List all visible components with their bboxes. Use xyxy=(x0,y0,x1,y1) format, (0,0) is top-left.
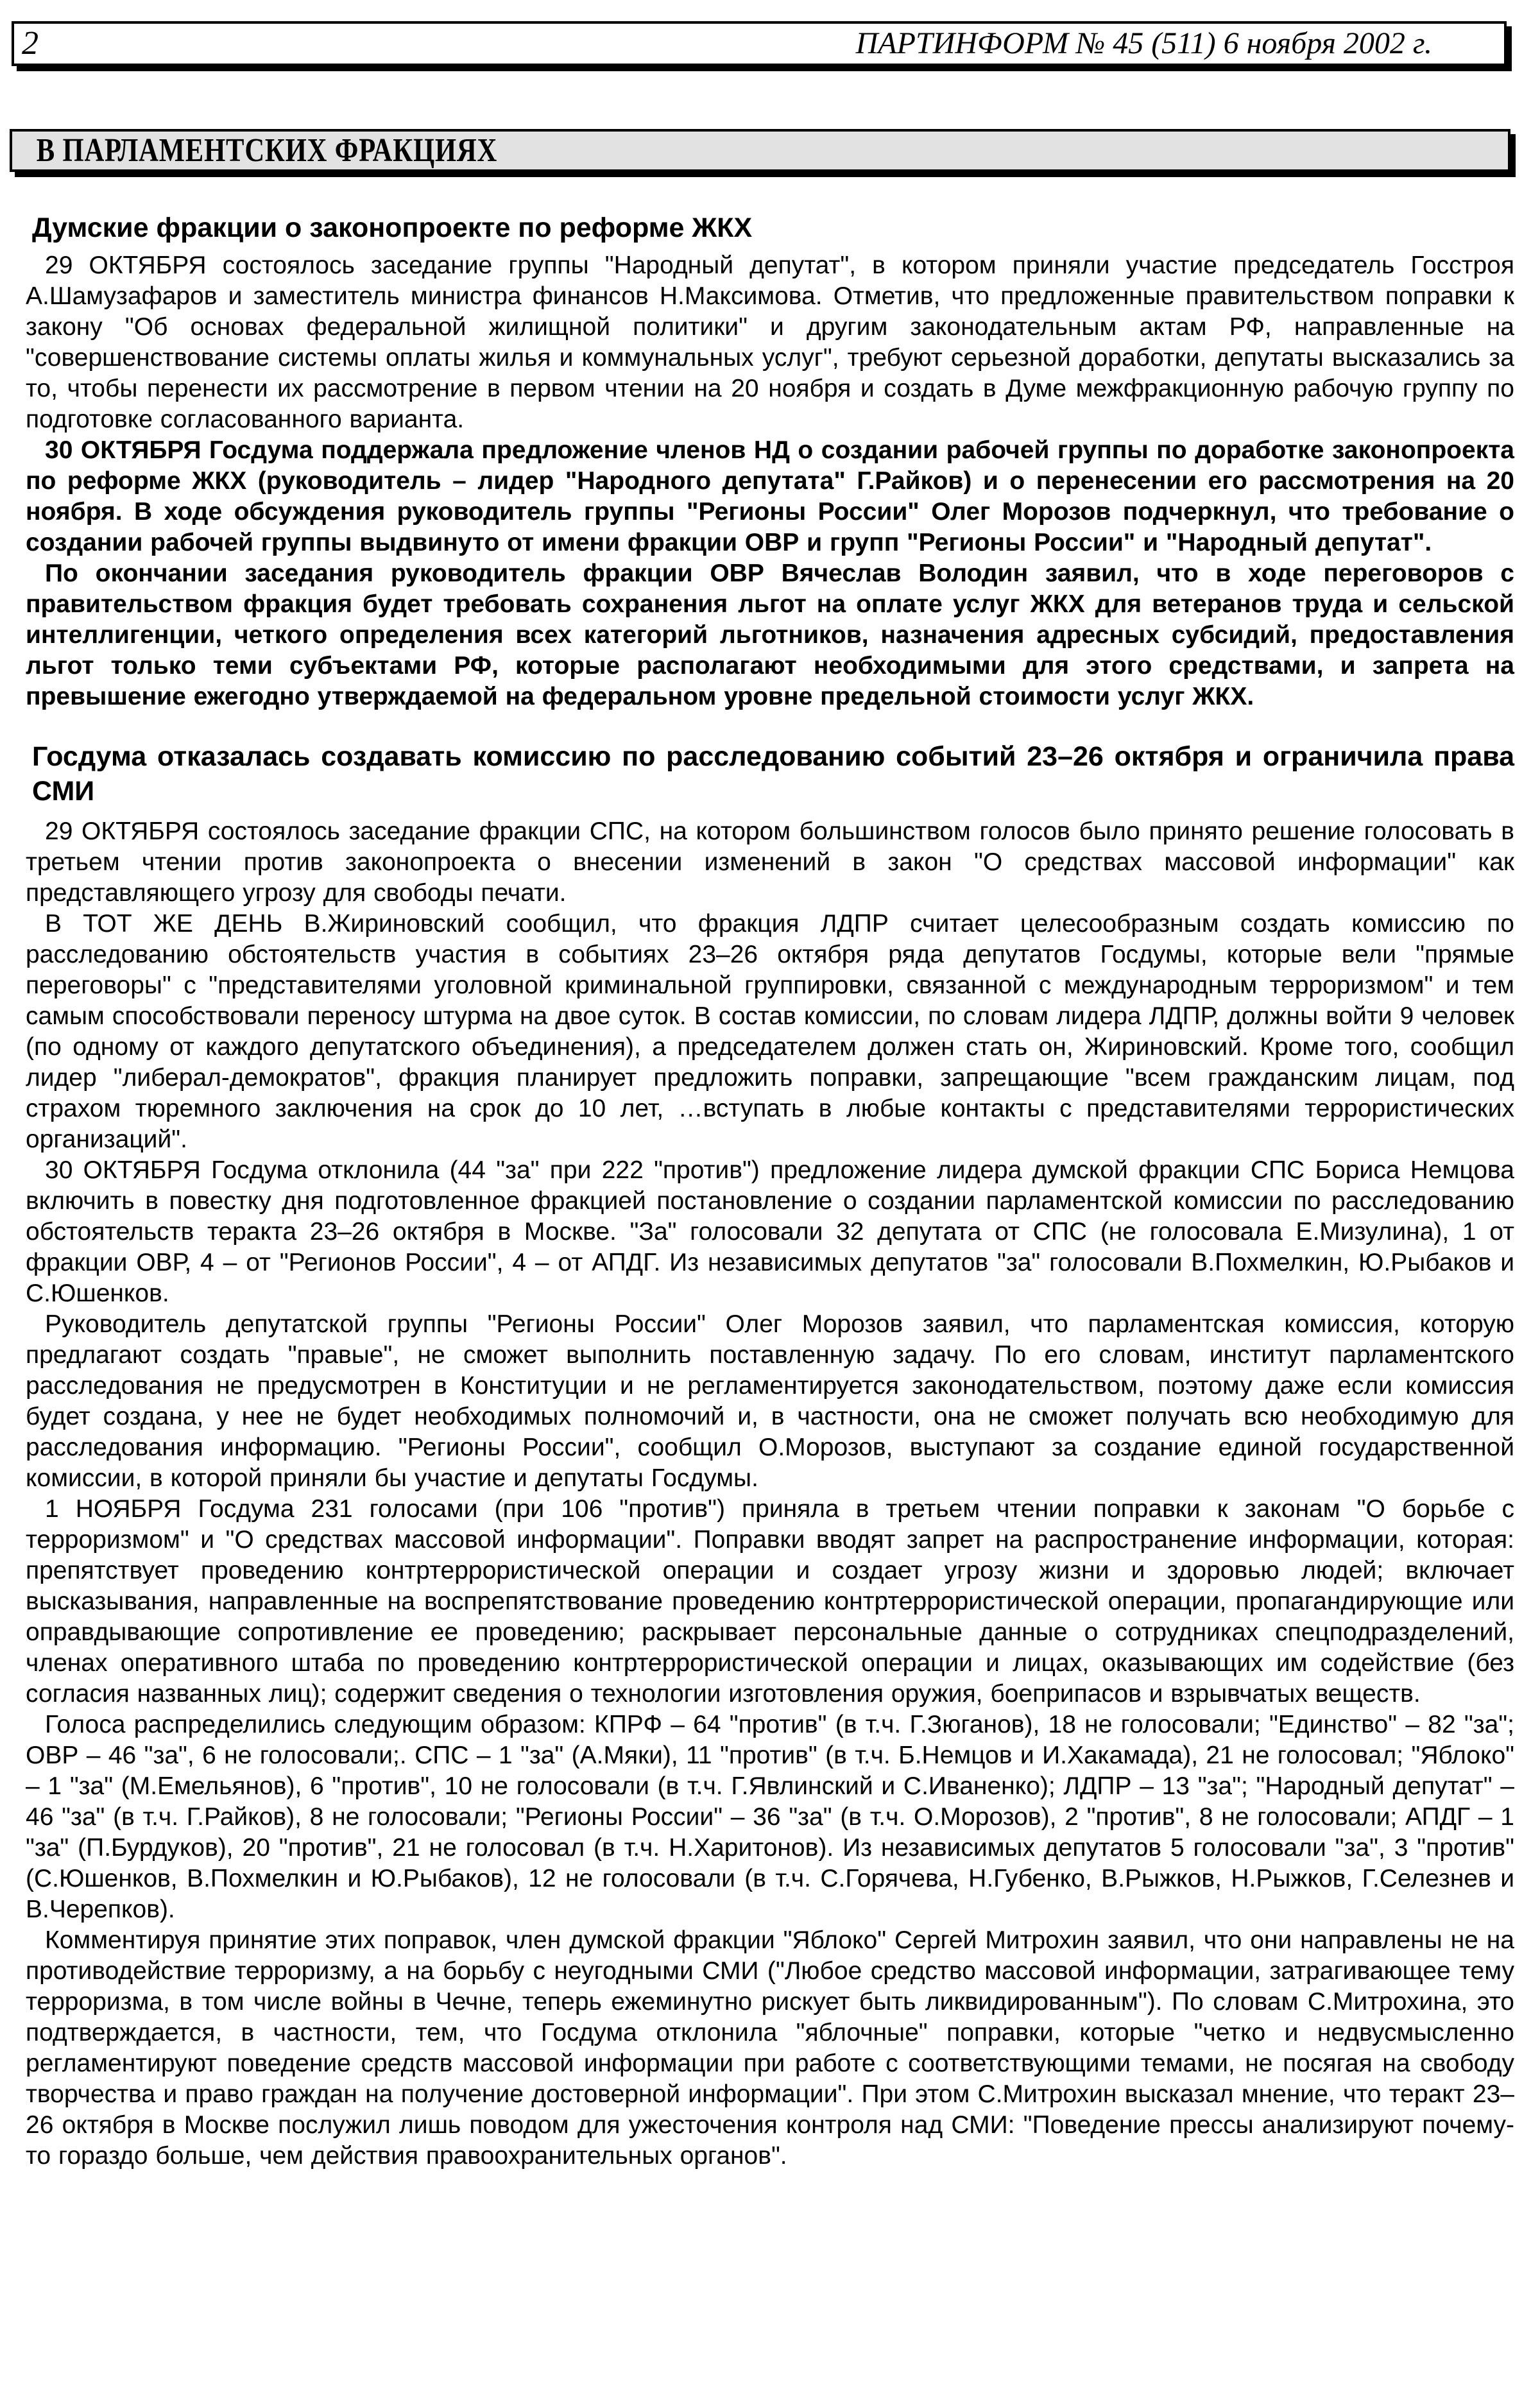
article-heading: Думские фракции о законопроекте по реформе ЖКХ xyxy=(32,212,753,243)
article-zhkh xyxy=(26,212,1514,712)
paragraph: 1 НОЯБРЯ Госдума 231 голосами (при 106 "против") приняла в третьем чтении поправки к законам "О борьбе с терроризмом" и "О средствах массовой информации". Поправки вводят запрет на распространение информации, которая: препятствует проведению контртеррористической операции и создает угрозу жизни и здоровью людей; включает высказывания, направленные на воспрепятствование проведению контртеррористической операции, пропагандирующие или оправдывающие сопротивление ее проведению; раскрывает персональные данные о сотрудниках спецподразделений, членах оперативного штаба по проведению контртеррористической операции и лицах, оказывающих им содействие (без согласия названных лиц); содержит сведения о технологии изготовления оружия, боеприпасов и взрывчатых веществ. xyxy=(26,1495,1514,1708)
paragraph: По окончании заседания руководитель фракции ОВР Вячеслав Володин заявил, что в ходе переговоров с правительством фракция будет требовать сохранения льгот на оплате услуг ЖКХ для ветеранов труда и сельской интеллигенции, четкого определения всех категорий льготников, назначения адресных субсидий, предоставления льгот только теми субъектами РФ, которые располагают необходимыми для этого средствами, и запрета на превышение ежегодно утверждаемой на федеральном уровне предельной стоимости услуг ЖКХ. xyxy=(26,560,1514,710)
page-content xyxy=(26,198,1514,2172)
page-header xyxy=(12,21,1507,66)
paragraph: Комментируя принятие этих поправок, член думской фракции "Яблоко" Сергей Митрохин заявил, что они направлены не на противодействие терроризму, а на борьбу с неугодными СМИ ("Любое средство массовой информации, затрагивающее тему терроризма, в том числе войны в Чечне, теперь ежеминутно рискует быть ликвидированным"). По словам С.Митрохина, это подтверждается, в частности, тем, что Госдума отклонила "яблочные" поправки, которые "четко и недвусмысленно регламентируют поведение средств массовой информации при работе с соответствующими темами, не посягая на свободу творчества и право граждан на получение достоверной информации". При этом С.Митрохин высказал мнение, что теракт 23–26 октября в Москве послужил лишь поводом для ужесточения контроля над СМИ: "Поведение прессы анализируют почему-то гораздо больше, чем действия правоохранительных органов". xyxy=(26,1926,1514,2170)
page-number: 2 xyxy=(22,25,38,62)
article-smi xyxy=(26,739,1514,2172)
paragraph: 30 ОКТЯБРЯ Госдума поддержала предложение членов НД о создании рабочей группы по доработке законопроекта по реформе ЖКХ (руководитель – лидер "Народного депутата" Г.Райков) и о перенесении его рассмотрения на 20 ноября. В ходе обсуждения руководитель группы "Регионы России" Олег Морозов подчеркнул, что требование о создании рабочей группы выдвинуто от имени фракции ОВР и групп "Регионы России" и "Народный депутат". xyxy=(26,436,1514,556)
paragraph: 29 ОКТЯБРЯ состоялось заседание фракции СПС, на котором большинством голосов было принято решение голосовать в третьем чтении против законопроекта о внесении изменений в закон "О средствах массовой информации" как представляющего угрозу для свободы печати. xyxy=(26,818,1514,907)
paragraph: Руководитель депутатской группы "Регионы России" Олег Морозов заявил, что парламентская комиссия, которую предлагают создать "правые", не сможет выполнить поставленную задачу. По его словам, институт парламентского расследования не предусмотрен в Конституции и не регламентируется законодательством, поэтому даже если комиссия будет создана, у нее не будет необходимых полномочий и, в частности, она не сможет получать всю необходимую для расследования информацию. "Регионы России", сообщил О.Морозов, выступают за создание единой государственной комиссии, в которой приняли бы участие и депутаты Госдумы. xyxy=(26,1310,1514,1492)
paragraph: 29 ОКТЯБРЯ состоялось заседание группы "Народный депутат", в котором приняли участие председатель Госстроя А.Шамузафаров и заместитель министра финансов Н.Максимова. Отметив, что предложенные правительством поправки к закону "Об основах федеральной жилищной политики" и другим законодательным актам РФ, направленные на "совершенствование системы оплаты жилья и коммунальных услуг", требуют серьезной доработки, депутаты высказались за то, чтобы перенести их рассмотрение в первом чтении на 20 ноября и создать в Думе межфракционную рабочую группу по подготовке согласованного варианта. xyxy=(26,252,1514,433)
newsletter-title: ПАРТИНФОРМ № 45 (511) 6 ноября 2002 г. xyxy=(855,26,1432,60)
paragraph: В ТОТ ЖЕ ДЕНЬ В.Жириновский сообщил, что фракция ЛДПР считает целесообразным создать комиссию по расследованию обстоятельств участия в событиях 23–26 октября ряда депутатов Госдумы, которые вели "прямые переговоры" с "представителями уголовной криминальной группировки, связанной с международным терроризмом" и тем самым способствовали переносу штурма на двое суток. В состав комиссии, по словам лидера ЛДПР, должны войти 9 человек (по одному от каждого депутатского объединения), а председателем должен стать он, Жириновский. Кроме того, сообщил лидер "либерал-демократов", фракция планирует предложить поправки, запрещающие "всем гражданским лицам, под страхом тюремного заключения на срок до 10 лет, …вступать в любые контакты с представителями террористических организаций". xyxy=(26,910,1514,1153)
section-banner xyxy=(10,129,1510,172)
section-title: В ПАРЛАМЕНТСКИХ ФРАКЦИЯХ xyxy=(36,132,498,169)
paragraph: Голоса распределились следующим образом: КПРФ – 64 "против" (в т.ч. Г.Зюганов), 18 не голосовали; "Единство" – 82 "за"; ОВР – 46 "за", 6 не голосовали;. СПС – 1 "за" (А.Мяки), 11 "против" (в т.ч. Б.Немцов и И.Хакамада), 21 не голосовал; "Яблоко" – 1 "за" (М.Емельянов), 6 "против", 10 не голосовали (в т.ч. Г.Явлинский и С.Иваненко); ЛДПР – 13 "за"; "Народный депутат" – 46 "за" (в т.ч. Г.Райков), 8 не голосовали; "Регионы России" – 36 "за" (в т.ч. О.Морозов), 2 "против", 8 не голосовали; АПДГ – 1 "за" (П.Бурдуков), 20 "против", 21 не голосовал (в т.ч. Н.Харитонов). Из независимых депутатов 5 голосовали "за", 3 "против" (С.Юшенков, В.Похмелкин и Ю.Рыбаков), 12 не голосовали (в т.ч. С.Горячева, Н.Губенко, В.Рыжков, Н.Рыжков, Г.Селезнев и В.Черепков). xyxy=(26,1711,1514,1923)
article-heading: Госдума отказалась создавать комиссию по расследованию событий 23–26 октября и ограничила права СМИ xyxy=(32,741,1514,807)
paragraph: 30 ОКТЯБРЯ Госдума отклонила (44 "за" при 222 "против") предложение лидера думской фракции СПС Бориса Немцова включить в повестку дня подготовленное фракцией постановление о создании парламентской комиссии по расследованию обстоятельств теракта 23–26 октября в Москве. "За" голосовали 32 депутата от СПС (не голосовала Е.Мизулина), 1 от фракции ОВР, 4 – от "Регионов России", 4 – от АПДГ. Из независимых депутатов "за" голосовали В.Похмелкин, Ю.Рыбаков и С.Юшенков. xyxy=(26,1156,1514,1307)
